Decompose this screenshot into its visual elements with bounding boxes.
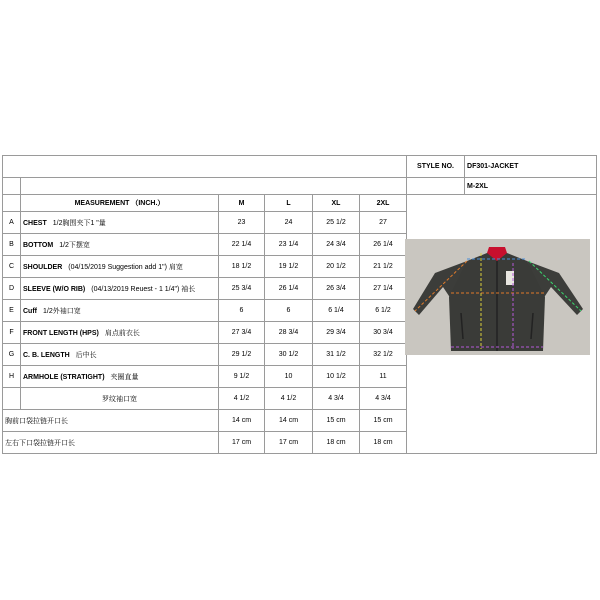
value-cell: 29 1/2 (219, 344, 265, 366)
measure-name: SLEEVE (W/O RIB) (23, 285, 86, 293)
value-cell: 4 3/4 (360, 388, 407, 410)
value-cell: 14 cm (219, 410, 265, 432)
value-cell: 27 (360, 212, 407, 234)
value-cell: 18 1/2 (219, 256, 265, 278)
value-cell: 20 1/2 (313, 256, 360, 278)
measure-note: 肩点前衣长 (104, 329, 140, 337)
measure-name: FRONT LENGTH (HPS) (23, 329, 99, 337)
measure-note: 1/2下摆宽 (59, 241, 90, 249)
measurement-sheet (2, 155, 596, 448)
value-cell: 10 (265, 366, 313, 388)
row-letter: D (3, 278, 21, 300)
value-cell: 23 (219, 212, 265, 234)
row-description (21, 322, 219, 344)
row-description (3, 410, 219, 432)
row-description (21, 278, 219, 300)
value-cell: 30 3/4 (360, 322, 407, 344)
value-cell: 18 cm (313, 432, 360, 454)
row-description (3, 432, 219, 454)
row-letter (3, 388, 21, 410)
blank-cell (21, 178, 407, 195)
value-cell: 6 (219, 300, 265, 322)
value-cell: 4 1/2 (265, 388, 313, 410)
row-letter: F (3, 322, 21, 344)
value-cell: 6 1/4 (313, 300, 360, 322)
row-description (21, 212, 219, 234)
value-cell: 26 3/4 (313, 278, 360, 300)
style-label: STYLE NO. (407, 156, 465, 178)
measurement-header: MEASUREMENT （INCH.） (21, 195, 219, 212)
value-cell: 29 3/4 (313, 322, 360, 344)
measure-note: (04/15/2019 Suggestion add 1") 肩宽 (68, 263, 183, 271)
measure-note: 后中长 (75, 351, 97, 359)
value-cell: 17 cm (219, 432, 265, 454)
style-value: DF301-JACKET (465, 156, 597, 178)
value-cell: 9 1/2 (219, 366, 265, 388)
value-cell: 28 3/4 (265, 322, 313, 344)
row-description (21, 234, 219, 256)
size-range-row (3, 178, 597, 195)
value-cell: 30 1/2 (265, 344, 313, 366)
value-cell: 15 cm (313, 410, 360, 432)
value-cell: 4 3/4 (313, 388, 360, 410)
size-header: XL (313, 195, 360, 212)
value-cell: 18 cm (360, 432, 407, 454)
value-cell: 27 3/4 (219, 322, 265, 344)
measure-name: CHEST (23, 219, 47, 227)
measure-note: (04/13/2019 Reuest - 1 1/4") 袖长 (91, 285, 196, 293)
blank-cell (3, 178, 21, 195)
value-cell: 15 cm (360, 410, 407, 432)
measure-note: 罗纹袖口宽 (102, 395, 137, 403)
size-header: L (265, 195, 313, 212)
jacket-photo-icon (405, 239, 590, 355)
row-description (21, 256, 219, 278)
value-cell: 31 1/2 (313, 344, 360, 366)
measure-name: ARMHOLE (STRATIGHT) (23, 373, 105, 381)
value-cell: 6 (265, 300, 313, 322)
row-description (21, 366, 219, 388)
measure-name: BOTTOM (23, 241, 54, 249)
value-cell: 24 3/4 (313, 234, 360, 256)
row-letter: C (3, 256, 21, 278)
blank-cell (3, 195, 21, 212)
value-cell: 24 (265, 212, 313, 234)
value-cell: 22 1/4 (219, 234, 265, 256)
header-row (3, 195, 597, 212)
blank-cell (3, 156, 407, 178)
measure-note: 胸前口袋拉链开口长 (5, 417, 68, 425)
jacket-drawing (405, 239, 590, 355)
blank-cell (407, 178, 465, 195)
value-cell: 21 1/2 (360, 256, 407, 278)
value-cell: 6 1/2 (360, 300, 407, 322)
size-header: 2XL (360, 195, 407, 212)
value-cell: 11 (360, 366, 407, 388)
row-description (21, 388, 219, 410)
value-cell: 19 1/2 (265, 256, 313, 278)
row-letter: G (3, 344, 21, 366)
value-cell: 27 1/4 (360, 278, 407, 300)
size-range: M-2XL (465, 178, 597, 195)
value-cell: 26 1/4 (265, 278, 313, 300)
size-header: M (219, 195, 265, 212)
style-row (3, 156, 597, 178)
value-cell: 32 1/2 (360, 344, 407, 366)
row-description (21, 344, 219, 366)
value-cell: 25 1/2 (313, 212, 360, 234)
value-cell: 10 1/2 (313, 366, 360, 388)
value-cell: 25 3/4 (219, 278, 265, 300)
measure-name: C. B. LENGTH (23, 351, 70, 359)
row-description (21, 300, 219, 322)
row-letter: B (3, 234, 21, 256)
row-letter: A (3, 212, 21, 234)
value-cell: 23 1/4 (265, 234, 313, 256)
measure-note: 夹圈直量 (110, 373, 139, 381)
row-letter: E (3, 300, 21, 322)
measure-note: 1/2胸围夹下1 "量 (52, 219, 106, 227)
value-cell: 17 cm (265, 432, 313, 454)
measure-note: 左右下口袋拉链开口长 (5, 439, 75, 447)
measure-name: SHOULDER (23, 263, 63, 271)
measure-name: Cuff (23, 307, 37, 315)
measure-note: 1/2外袖口宽 (43, 307, 81, 315)
value-cell: 26 1/4 (360, 234, 407, 256)
value-cell: 4 1/2 (219, 388, 265, 410)
value-cell: 14 cm (265, 410, 313, 432)
row-letter: H (3, 366, 21, 388)
